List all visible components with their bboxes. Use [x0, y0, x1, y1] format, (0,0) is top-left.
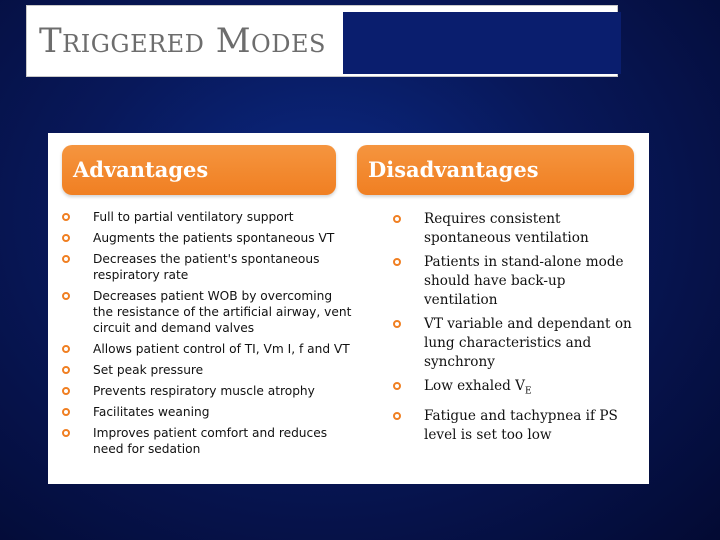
- advantage-item: [62, 230, 352, 246]
- advantage-text: Prevents respiratory muscle atrophy: [93, 384, 315, 398]
- advantage-text: Full to partial ventilatory support: [93, 210, 294, 224]
- disadvantage-item: [393, 253, 643, 310]
- advantage-text: Decreases the patient's spontaneous respiratory rate: [93, 252, 320, 282]
- bullet-icon: [393, 258, 401, 266]
- bullet-icon: [393, 320, 401, 328]
- disadvantage-text: Requires consistent spontaneous ventilation: [424, 211, 589, 246]
- advantage-item: [62, 209, 352, 225]
- advantages-header: Advantages: [62, 145, 336, 195]
- disadvantage-item: [393, 210, 643, 248]
- advantage-item: [62, 383, 352, 399]
- title-banner: [26, 5, 618, 77]
- disadvantage-item: [393, 377, 643, 402]
- advantage-item: [62, 425, 352, 457]
- disadvantage-text: Fatigue and tachypnea if PS level is set too low: [424, 407, 618, 443]
- advantage-text: Allows patient control of TI, Vm I, f and VT: [93, 342, 350, 356]
- title-decorative-block: [343, 12, 621, 74]
- bullet-icon: [62, 234, 70, 242]
- advantage-item: [62, 404, 352, 420]
- disadvantages-list: [393, 210, 643, 450]
- disadvantages-header: Disadvantages: [357, 145, 634, 195]
- disadvantage-text: VT variable and dependant on lung characteristics and synchrony: [424, 316, 632, 370]
- bullet-icon: [62, 255, 70, 263]
- bullet-icon: [62, 345, 70, 353]
- disadvantage-item: [393, 315, 643, 372]
- exhaled-volume-subscript: E: [524, 386, 532, 397]
- bullet-icon: [62, 213, 70, 221]
- advantage-item: [62, 251, 352, 283]
- advantage-item: [62, 341, 352, 357]
- content-panel: [48, 133, 649, 484]
- advantages-list: [62, 209, 352, 462]
- advantage-text: Facilitates weaning: [93, 405, 210, 419]
- advantage-item: [62, 288, 352, 336]
- disadvantage-text: Low exhaled V: [424, 378, 525, 394]
- advantage-text: Improves patient comfort and reduces need for sedation: [93, 426, 328, 456]
- advantage-text: Set peak pressure: [93, 363, 204, 377]
- bullet-icon: [62, 387, 70, 395]
- advantage-text: Augments the patients spontaneous VT: [93, 231, 335, 245]
- slide-title: Triggered Modes: [39, 21, 326, 61]
- disadvantage-text: Patients in stand-alone mode should have back-up ventilation: [424, 254, 624, 308]
- bullet-icon: [393, 382, 401, 390]
- advantage-item: [62, 362, 352, 378]
- bullet-icon: [62, 292, 70, 300]
- bullet-icon: [62, 366, 70, 374]
- bullet-icon: [62, 429, 70, 437]
- advantage-text: Decreases patient WOB by overcoming the resistance of the artificial airway, vent circuit and demand valves: [93, 289, 352, 335]
- bullet-icon: [393, 215, 401, 223]
- bullet-icon: [393, 412, 401, 420]
- bullet-icon: [62, 408, 70, 416]
- disadvantage-item: [393, 407, 643, 445]
